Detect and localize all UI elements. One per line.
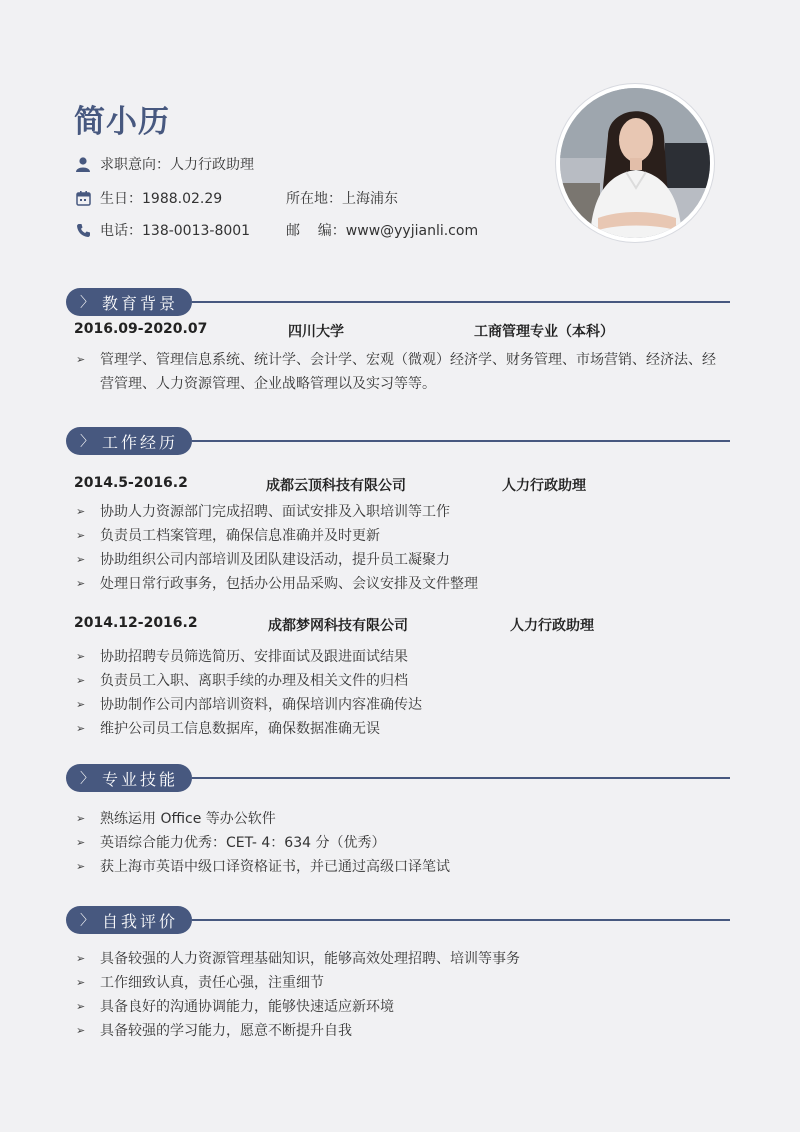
courses-text: 管理学、管理信息系统、统计学、会计学、宏观（微观）经济学、财务管理、市场营销、经济法、经营管理、人力资源管理、企业战略管理以及实习等等。 [100, 352, 716, 392]
bullet-arrow-icon: ➢ [76, 1000, 86, 1013]
work-company: 成都梦网科技有限公司 [268, 618, 408, 634]
bullet-arrow-icon: ➢ [76, 812, 86, 825]
calendar-icon [74, 189, 92, 207]
list-item-text: 获上海市英语中级口译资格证书，并已通过高级口译笔试 [100, 859, 450, 875]
intent-row [74, 152, 254, 176]
bullet-arrow-icon: ➢ [76, 976, 86, 989]
education-entry [74, 321, 674, 343]
section-education-header [66, 288, 730, 316]
work-role: 人力行政助理 [510, 618, 594, 634]
chevron-right-icon: 〉 [80, 434, 94, 450]
list-item-text: 维护公司员工信息数据库，确保数据准确无误 [100, 721, 380, 737]
section-pill [66, 427, 192, 455]
bullet-arrow-icon: ➢ [76, 353, 86, 366]
bullet-arrow-icon: ➢ [76, 1024, 86, 1037]
phone-icon [74, 221, 92, 239]
list-item-text: 熟练运用 Office 等办公软件 [100, 811, 276, 827]
bullet-arrow-icon: ➢ [76, 650, 86, 663]
chevron-right-icon: 〉 [80, 295, 94, 311]
list-item-text: 处理日常行政事务，包括办公用品采购、会议安排及文件整理 [100, 576, 478, 592]
list-item-text: 具备较强的人力资源管理基础知识，能够高效处理招聘、培训等事务 [100, 951, 520, 967]
section-title: 工作经历 [102, 432, 179, 452]
work-entry-2 [74, 615, 674, 637]
section-pill [66, 906, 192, 934]
divider [192, 919, 730, 921]
birthday-text: 生日：1988.02.29 [100, 191, 223, 207]
email-text: 邮 编：www@yyjianli.com [286, 223, 479, 239]
intent-text: 求职意向：人力行政助理 [100, 157, 254, 173]
work-entry-1 [74, 475, 674, 497]
bullet-arrow-icon: ➢ [76, 860, 86, 873]
section-title: 教育背景 [102, 293, 179, 313]
list-item-text: 协助制作公司内部培训资料，确保培训内容准确传达 [100, 697, 422, 713]
list-item-text: 工作细致认真，责任心强，注重细节 [100, 975, 324, 991]
work-company: 成都云顶科技有限公司 [266, 478, 406, 494]
education-courses [76, 348, 716, 396]
birthday-row [74, 186, 398, 210]
list-item-text: 具备良好的沟通协调能力，能够快速适应新环境 [100, 999, 394, 1015]
list-item-text: 具备较强的学习能力，愿意不断提升自我 [100, 1023, 352, 1039]
chevron-right-icon: 〉 [80, 913, 94, 929]
phone-text: 电话：138-0013-8001 [100, 223, 251, 239]
resume-name: 简小历 [74, 104, 170, 140]
work-period: 2014.5-2016.2 [74, 475, 188, 491]
person-icon [74, 155, 92, 173]
list-item-text: 负责员工档案管理，确保信息准确并及时更新 [100, 528, 380, 544]
bullet-arrow-icon: ➢ [76, 698, 86, 711]
section-pill [66, 764, 192, 792]
list-item-text: 负责员工入职、离职手续的办理及相关文件的归档 [100, 673, 408, 689]
bullet-arrow-icon: ➢ [76, 577, 86, 590]
list-item-text: 协助组织公司内部培训及团队建设活动，提升员工凝聚力 [100, 552, 450, 568]
divider [192, 777, 730, 779]
education-period: 2016.09-2020.07 [74, 321, 208, 337]
work-period: 2014.12-2016.2 [74, 615, 198, 631]
list-item-text: 协助人力资源部门完成招聘、面试安排及入职培训等工作 [100, 504, 450, 520]
bullet-arrow-icon: ➢ [76, 529, 86, 542]
section-title: 专业技能 [102, 769, 179, 789]
bullet-arrow-icon: ➢ [76, 722, 86, 735]
location-text: 所在地：上海浦东 [286, 191, 398, 207]
bullet-arrow-icon: ➢ [76, 952, 86, 965]
divider [192, 301, 730, 303]
section-pill [66, 288, 192, 316]
list-item-text: 英语综合能力优秀：CET- 4：634 分（优秀） [100, 835, 386, 851]
section-skills-header [66, 764, 730, 792]
bullet-arrow-icon: ➢ [76, 505, 86, 518]
section-work-header [66, 427, 730, 455]
bullet-arrow-icon: ➢ [76, 836, 86, 849]
section-self-header [66, 906, 730, 934]
profile-photo [556, 84, 714, 242]
phone-row [74, 218, 479, 242]
section-title: 自我评价 [102, 911, 179, 931]
education-school: 四川大学 [288, 324, 344, 340]
bullet-arrow-icon: ➢ [76, 674, 86, 687]
education-major: 工商管理专业（本科） [474, 324, 614, 340]
list-item-text: 协助招聘专员筛选简历、安排面试及跟进面试结果 [100, 649, 408, 665]
work-role: 人力行政助理 [502, 478, 586, 494]
divider [192, 440, 730, 442]
chevron-right-icon: 〉 [80, 771, 94, 787]
bullet-arrow-icon: ➢ [76, 553, 86, 566]
